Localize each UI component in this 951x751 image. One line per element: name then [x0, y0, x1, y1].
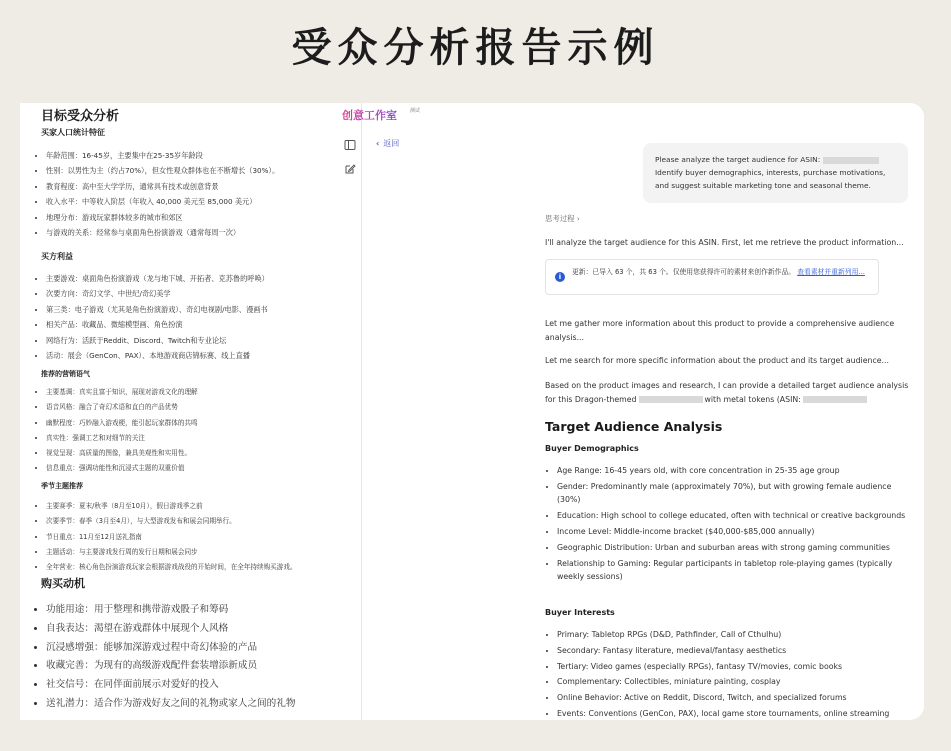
- brand-logo: 创意工作室: [342, 109, 397, 122]
- interests-list: [545, 628, 912, 723]
- list-item: • Primary: Tabletop RPGs (D&D, Pathfinder, Call of Cthulhu): [557, 628, 912, 642]
- list-item: • 教育程度：高中至大学学历，通常具有技术或创意背景: [46, 179, 279, 194]
- info-icon: i: [555, 272, 565, 282]
- list-item: • 全年营业：核心角色扮演游戏玩家会根据游戏战役的开始时间，在全年持续购买游戏。: [46, 560, 297, 575]
- list-item: • 语音风格：融合了奇幻术语和直白的产品优势: [46, 400, 198, 415]
- section-title-motivation: 购买动机: [41, 577, 85, 590]
- demographics-heading: Buyer Demographics: [545, 444, 639, 453]
- list-item: • Tertiary: Video games (especially RPGs), fantasy TV/movies, comic books: [557, 660, 912, 674]
- edit-icon[interactable]: [344, 160, 356, 172]
- redacted-asin: [803, 396, 867, 403]
- seasonal-list: [34, 499, 297, 575]
- list-item: • Gender: Predominantly male (approximately 70%), but with growing female audience (30%): [557, 480, 912, 507]
- section-title-seasonal: 季节主题推荐: [41, 482, 83, 490]
- left-report-panel: [20, 103, 341, 720]
- list-item: • 收入水平：中等收入阶层（年收入 40,000 美元至 85,000 美元）: [46, 194, 279, 209]
- list-item: • 视觉呈现：高质量的图像，兼具美观性和实用性。: [46, 446, 198, 461]
- list-item: • 功能用途：用于整理和携带游戏骰子和筹码: [46, 601, 295, 620]
- thinking-toggle[interactable]: 思考过程 ›: [545, 214, 580, 223]
- list-item: • Geographic Distribution: Urban and suburban areas with strong gaming communities: [557, 541, 912, 555]
- notice-text: 更新：已导入 63 个，共 63 个。仅使用您获得许可的素材来创作新作品。: [572, 268, 796, 276]
- list-item: • 真实性：强调工艺和对细节的关注: [46, 431, 198, 446]
- list-item: • 网络行为：活跃于Reddit、Discord、Twitch和专业论坛: [46, 333, 269, 348]
- assistant-paragraph: Let me gather more information about this product to provide a comprehensive audience analysis...: [545, 319, 895, 342]
- list-item: • 主要赛季：夏末/秋季（8月至10月），假日游戏季之前: [46, 499, 297, 514]
- banner-title: 受众分析报告示例: [291, 25, 660, 71]
- back-label: 返回: [383, 139, 400, 148]
- list-item: • 主要基调：真实且富于知识，展现对游戏文化的理解: [46, 385, 198, 400]
- list-item: • Online Behavior: Active on Reddit, Discord, Twitch, and specialized forums: [557, 691, 912, 705]
- list-item: • Education: High school to college educated, often with technical or creative backgrounds: [557, 509, 912, 523]
- update-notice: [545, 259, 879, 295]
- section-title-interests: 买方利益: [41, 252, 73, 261]
- list-item: • 沉浸感增强：能够加深游戏过程中奇幻体验的产品: [46, 639, 295, 658]
- section-title-demographics: 买家人口统计特征: [41, 128, 105, 137]
- user-message-line: Please analyze the target audience for ASIN:: [655, 155, 821, 164]
- list-item: • 年龄范围：16-45岁，主要集中在25-35岁年龄段: [46, 148, 279, 163]
- list-item: • 社交信号：在同伴面前展示对爱好的投入: [46, 676, 295, 695]
- motivation-list: [34, 601, 295, 714]
- interests-list: [34, 271, 269, 363]
- notice-link[interactable]: 查看素材并重新列用...: [797, 268, 865, 276]
- report-title: 目标受众分析: [41, 109, 120, 124]
- assistant-paragraph: Let me search for more specific information about the product and its target audience...: [545, 356, 889, 365]
- list-item: • Income Level: Middle-income bracket ($40,000-$85,000 annually): [557, 525, 912, 539]
- section-title-tone: 推荐的营销语气: [41, 370, 90, 378]
- list-item: • 主要游戏：桌面角色扮演游戏（龙与地下城、开拓者、克苏鲁的呼唤）: [46, 271, 269, 286]
- back-button[interactable]: [376, 138, 399, 149]
- list-item: • Events: Conventions (GenCon, PAX), local game store tournaments, online streaming: [557, 707, 912, 721]
- list-item: • 收藏完善：为现有的高级游戏配件套装增添新成员: [46, 657, 295, 676]
- demographics-list: [34, 148, 279, 240]
- screenshot-card: [20, 103, 924, 720]
- list-item: • 送礼潜力：适合作为游戏好友之间的礼物或家人之间的礼物: [46, 695, 295, 714]
- list-item: • Secondary: Fantasy literature, medieval/fantasy aesthetics: [557, 644, 912, 658]
- chat-panel: [342, 103, 924, 720]
- para-text: with metal tokens (ASIN:: [704, 394, 801, 404]
- interests-heading: Buyer Interests: [545, 608, 615, 617]
- analysis-heading: Target Audience Analysis: [545, 419, 723, 434]
- list-item: • Complementary: Collectibles, miniature painting, cosplay: [557, 675, 912, 689]
- list-item: • Age Range: 16-45 years old, with core concentration in 25-35 age group: [557, 464, 912, 478]
- assistant-paragraph: [545, 379, 910, 406]
- redacted-product: [639, 396, 703, 403]
- para-text: Based on the product images and research, I can provide a detailed target audience analysis for this Dragon-themed: [545, 381, 909, 404]
- sidebar-toggle-icon[interactable]: [344, 136, 356, 148]
- user-message-bubble: [643, 143, 908, 203]
- list-item: • 与游戏的关系：经常参与桌面角色扮演游戏（通常每周一次）: [46, 225, 279, 240]
- brand-tag: 测试: [410, 108, 421, 114]
- demographics-list: [545, 464, 912, 586]
- list-item: • 节日重点：11月至12月送礼指南: [46, 530, 297, 545]
- list-item: • 次要季节：春季（3月至4月），与大型游戏发布和展会同期举行。: [46, 514, 297, 529]
- assistant-paragraph: I'll analyze the target audience for this ASIN. First, let me retrieve the product information...: [545, 238, 904, 247]
- list-item: • 地理分布：游戏玩家群体较多的城市和郊区: [46, 210, 279, 225]
- list-item: • 幽默程度：巧妙融入游戏梗，能引起玩家群体的共鸣: [46, 416, 198, 431]
- list-item: • 活动：展会（GenCon、PAX）、本地游戏商店锦标赛、线上直播: [46, 348, 269, 363]
- user-message-line: and suggest suitable marketing tone and seasonal theme.: [655, 181, 871, 190]
- tone-list: [34, 385, 198, 477]
- tool-column: [341, 103, 362, 720]
- list-item: • 自我表达：渴望在游戏群体中展现个人风格: [46, 620, 295, 639]
- list-item: • 第三类：电子游戏（尤其是角色扮演游戏）、奇幻电视剧/电影、漫画书: [46, 302, 269, 317]
- list-item: • 主题活动：与主要游戏发行周的发行日期和展会同步: [46, 545, 297, 560]
- chevron-left-icon: ‹: [376, 139, 380, 148]
- user-message-line: Identify buyer demographics, interests, purchase motivations,: [655, 168, 886, 177]
- list-item: • 次要方向：奇幻文学、中世纪/奇幻美学: [46, 286, 269, 301]
- redacted-asin: [823, 157, 879, 164]
- list-item: • Relationship to Gaming: Regular participants in tabletop role-playing games (typically weekly sessions): [557, 557, 912, 584]
- list-item: • 性别：以男性为主（约占70%），但女性观众群体也在不断增长（30%）。: [46, 163, 279, 178]
- list-item: • 信息重点：强调功能性和沉浸式主题的双重价值: [46, 461, 198, 476]
- list-item: • 相关产品：收藏品、微缩模型画、角色扮演: [46, 317, 269, 332]
